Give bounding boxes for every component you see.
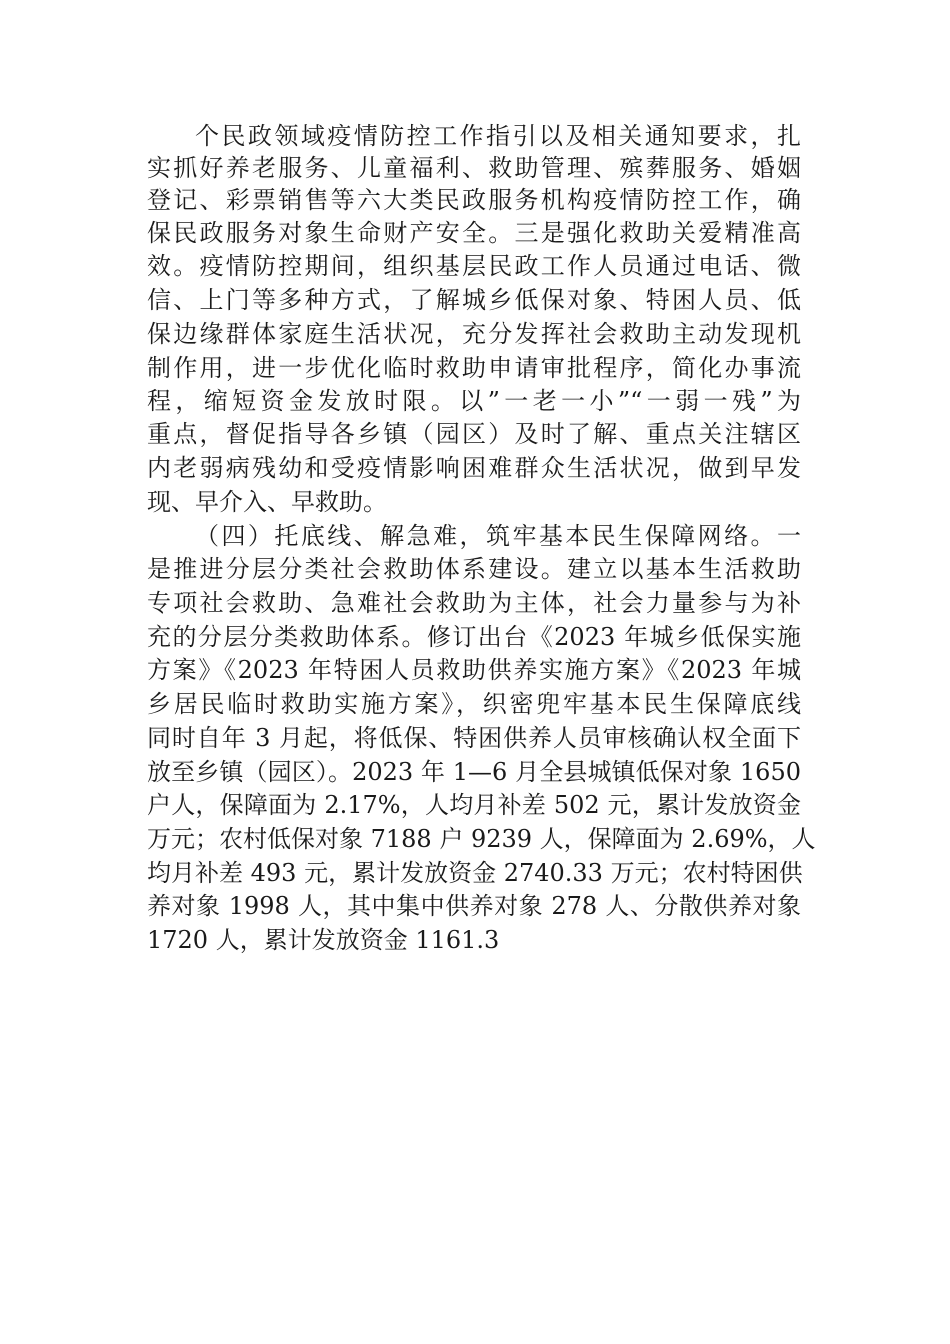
paragraph-2-line-3: 专项社会救助、急难社会救助为主体，社会力量参与为补 bbox=[147, 589, 801, 617]
paragraph-2-line-7: 同时自年 3 月起，将低保、特困供养人员审核确认权全面下 bbox=[147, 724, 801, 752]
paragraph-2-line-8: 放至乡镇（园区）。2023 年 1—6 月全县城镇低保对象 1650 bbox=[147, 758, 801, 786]
paragraph-1-line-1: 个民政领域疫情防控工作指引以及相关通知要求，扎 bbox=[195, 122, 801, 150]
paragraph-1-line-5: 效。疫情防控期间，组织基层民政工作人员通过电话、微 bbox=[147, 252, 801, 280]
paragraph-1-line-4: 保民政服务对象生命财产安全。三是强化救助关爱精准高 bbox=[147, 219, 801, 247]
paragraph-1-line-8: 制作用，进一步优化临时救助申请审批程序，简化办事流 bbox=[147, 354, 801, 382]
paragraph-1-line-10: 重点，督促指导各乡镇（园区）及时了解、重点关注辖区 bbox=[147, 420, 801, 448]
paragraph-2-line-9: 户人，保障面为 2.17%，人均月补差 502 元，累计发放资金 bbox=[147, 791, 801, 819]
paragraph-1-line-2: 实抓好养老服务、儿童福利、救助管理、殡葬服务、婚姻 bbox=[147, 154, 801, 182]
paragraph-2-line-13: 1720 人，累计发放资金 1161.3 bbox=[147, 926, 500, 954]
paragraph-1-line-6: 信、上门等多种方式，了解城乡低保对象、特困人员、低 bbox=[147, 286, 801, 314]
paragraph-2-line-10: 万元；农村低保对象 7188 户 9239 人，保障面为 2.69%，人 bbox=[147, 825, 816, 853]
paragraph-2-line-4: 充的分层分类救助体系。修订出台《2023 年城乡低保实施 bbox=[147, 623, 801, 651]
paragraph-2-line-12: 养对象 1998 人，其中集中供养对象 278 人、分散供养对象 bbox=[147, 892, 801, 920]
paragraph-1-line-3: 登记、彩票销售等六大类民政服务机构疫情防控工作，确 bbox=[147, 186, 801, 214]
paragraph-1-line-11: 内老弱病残幼和受疫情影响困难群众生活状况，做到早发 bbox=[147, 454, 801, 482]
paragraph-2-line-6: 乡居民临时救助实施方案》，织密兜牢基本民生保障底线 bbox=[147, 690, 801, 718]
paragraph-2-line-2: 是推进分层分类社会救助体系建设。建立以基本生活救助 bbox=[147, 555, 801, 583]
paragraph-2-line-5: 方案》《2023 年特困人员救助供养实施方案》《2023 年城 bbox=[147, 656, 801, 684]
paragraph-1-line-7: 保边缘群体家庭生活状况，充分发挥社会救助主动发现机 bbox=[147, 320, 801, 348]
paragraph-2-line-1: （四）托底线、解急难，筑牢基本民生保障网络。一 bbox=[195, 522, 801, 550]
paragraph-2-line-11: 均月补差 493 元，累计发放资金 2740.33 万元；农村特困供 bbox=[147, 859, 803, 887]
paragraph-1-line-12: 现、早介入、早救助。 bbox=[147, 488, 387, 516]
paragraph-1-line-9: 程，缩短资金发放时限。以”一老一小”“一弱一残”为 bbox=[147, 387, 801, 415]
